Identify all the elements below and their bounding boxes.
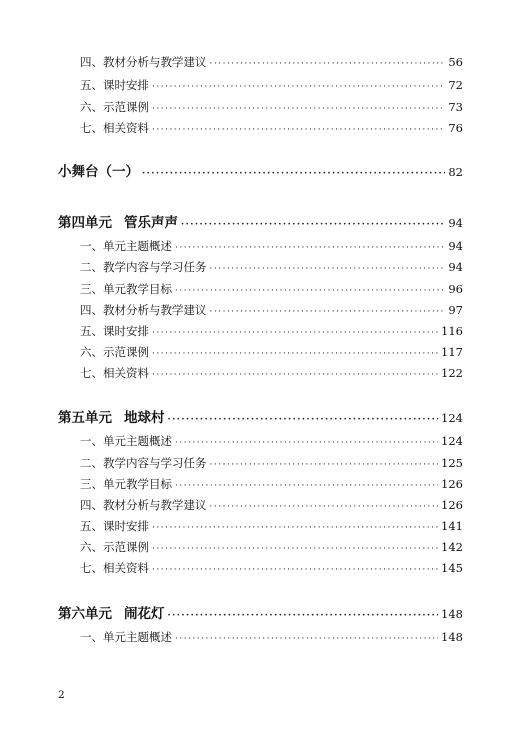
toc-entry-label: 四、教材分析与教学建议: [80, 303, 207, 317]
unit-title: 管乐声声: [124, 215, 178, 231]
toc-entry: [80, 497, 463, 513]
toc-entry-page: 142: [441, 540, 463, 554]
toc-entry-label: 七、相关资料: [80, 121, 149, 135]
section-page: 82: [448, 165, 463, 179]
toc-entry: [80, 365, 463, 381]
toc-entry-page: 116: [441, 324, 463, 338]
toc-entry: [80, 344, 463, 360]
unit-number: 第六单元: [58, 606, 112, 622]
toc-entry-label: 五、课时安排: [80, 78, 149, 92]
leader-dots: [152, 349, 438, 359]
unit-page: 124: [441, 411, 463, 425]
toc-entry-page: 125: [441, 456, 463, 470]
toc-entry: [80, 433, 463, 449]
toc-entry: [80, 518, 463, 534]
toc-entry-page: 126: [441, 498, 463, 512]
toc-entry-page: 124: [441, 434, 463, 448]
toc-entry-page: 122: [441, 366, 463, 380]
toc-entry-page: 56: [448, 55, 463, 69]
toc-entry-page: 145: [441, 561, 463, 575]
toc-entry-page: 148: [441, 630, 463, 644]
toc-entry: [80, 259, 463, 275]
leader-dots: [168, 611, 439, 621]
toc-entry-label: 六、示范课例: [80, 100, 149, 114]
toc-entry: [80, 120, 463, 136]
toc-entry-label: 四、教材分析与教学建议: [80, 55, 207, 69]
toc-entry-label: 一、单元主题概述: [80, 239, 172, 253]
unit-heading: [58, 406, 165, 426]
unit-title: 闹花灯: [124, 606, 165, 622]
leader-dots: [210, 460, 439, 470]
unit-heading: [58, 211, 178, 231]
toc-entry: [80, 560, 463, 576]
toc-entry: [80, 539, 463, 555]
leader-dots: [175, 481, 438, 491]
toc-entry-label: 六、示范课例: [80, 345, 149, 359]
leader-dots: [152, 565, 438, 575]
toc-entry: [80, 77, 463, 93]
leader-dots: [152, 523, 438, 533]
toc-entry-page: 117: [441, 345, 463, 359]
leader-dots: [152, 104, 445, 114]
unit-page: 148: [441, 607, 463, 621]
toc-entry-label: 二、教学内容与学习任务: [80, 260, 207, 274]
unit-number: 第五单元: [58, 410, 112, 426]
toc-entry: [80, 476, 463, 492]
toc-entry-label: 二、教学内容与学习任务: [80, 456, 207, 470]
toc-entry-label: 三、单元教学目标: [80, 282, 172, 296]
leader-dots: [142, 169, 445, 179]
leader-dots: [210, 307, 446, 317]
page-number: 2: [58, 689, 65, 701]
toc-entry-label: 四、教材分析与教学建议: [80, 498, 207, 512]
toc-entry: [80, 302, 463, 318]
toc-unit-4: [58, 211, 463, 231]
leader-dots: [175, 634, 438, 644]
toc-entry-page: 96: [448, 282, 463, 296]
leader-dots: [181, 220, 445, 230]
toc-entry-label: 七、相关资料: [80, 561, 149, 575]
toc-entry-page: 94: [448, 239, 463, 253]
toc-entry-page: 97: [448, 303, 463, 317]
unit-heading: [58, 602, 165, 622]
leader-dots: [152, 82, 445, 92]
leader-dots: [175, 286, 445, 296]
leader-dots: [210, 264, 446, 274]
toc-entry-label: 七、相关资料: [80, 366, 149, 380]
leader-dots: [152, 125, 445, 135]
toc-entry: [80, 99, 463, 115]
leader-dots: [168, 415, 439, 425]
toc-entry-page: 141: [441, 519, 463, 533]
leader-dots: [210, 59, 446, 69]
unit-page: 94: [448, 216, 463, 230]
leader-dots: [152, 544, 438, 554]
toc-entry-label: 一、单元主题概述: [80, 434, 172, 448]
toc-entry-label: 五、课时安排: [80, 519, 149, 533]
leader-dots: [175, 243, 445, 253]
toc-entry-label: 三、单元教学目标: [80, 477, 172, 491]
toc-entry-page: 76: [448, 121, 463, 135]
toc-entry: [80, 281, 463, 297]
toc-unit-6: [58, 602, 463, 622]
toc-entry: [80, 54, 463, 70]
section-title: 小舞台（一）: [58, 164, 139, 180]
leader-dots: [175, 438, 438, 448]
toc-entry-page: 94: [448, 260, 463, 274]
toc-entry-label: 一、单元主题概述: [80, 630, 172, 644]
unit-number: 第四单元: [58, 215, 112, 231]
leader-dots: [210, 502, 439, 512]
toc-entry-page: 72: [448, 78, 463, 92]
toc-unit-5: [58, 406, 463, 426]
toc-entry-label: 五、课时安排: [80, 324, 149, 338]
leader-dots: [152, 370, 438, 380]
unit-title: 地球村: [124, 410, 165, 426]
toc-entry: [80, 455, 463, 471]
leader-dots: [152, 328, 438, 338]
toc-entry-label: 六、示范课例: [80, 540, 149, 554]
toc-entry-page: 126: [441, 477, 463, 491]
toc-section-stage: [58, 160, 463, 180]
toc-entry: [80, 629, 463, 645]
toc-entry-page: 73: [448, 100, 463, 114]
toc-entry: [80, 238, 463, 254]
toc-entry: [80, 323, 463, 339]
